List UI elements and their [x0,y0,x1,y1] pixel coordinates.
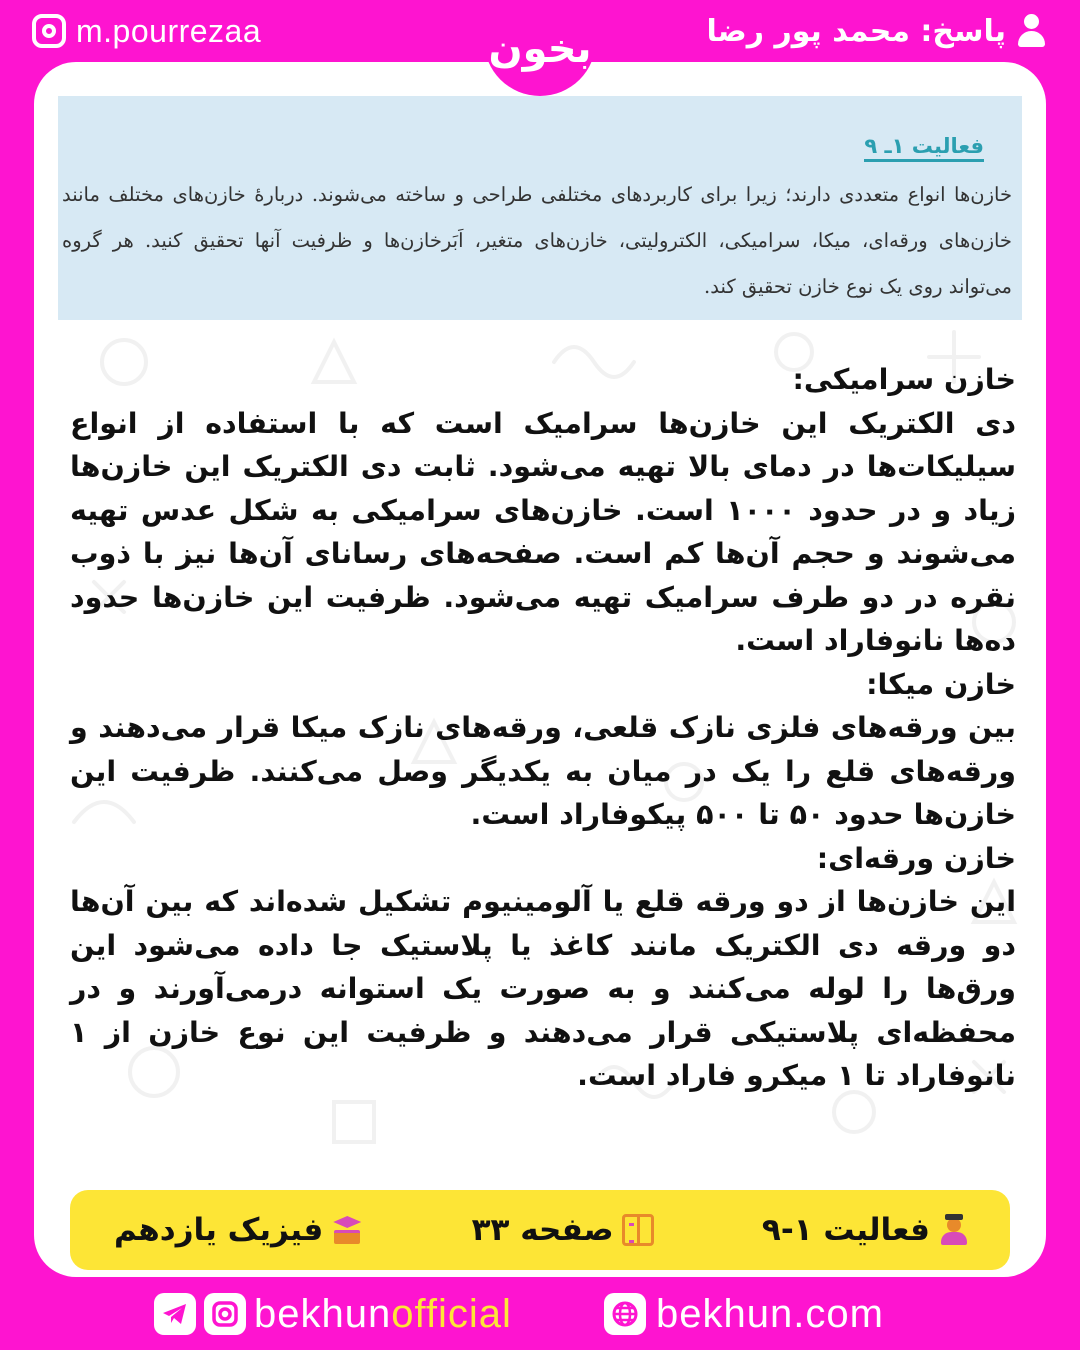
paper-paragraph: این خازن‌ها از دو ورقه قلع یا آلومینیوم تشکیل شده‌اند که بین آن‌ها دو ورقه دی الکتریک مانند کاغذ یا پلاستیک جا داده می‌شود این ورق‌ها را لوله می‌کنند و به صورت یک استوانه درمی‌آورند و در محفظه‌ای پلاستیکی قرار می‌دهند و ظرفیت این نوع خازن از ۱ نانوفاراد تا ۱ میکرو فاراد است. [70,885,1016,1092]
ceramic-heading: خازن سرامیکی: [792,363,1016,396]
instagram-handle: m.pourrezaa [76,12,262,49]
globe-icon [604,1293,646,1335]
activity-info [762,1212,970,1248]
mica-heading: خازن میکا: [866,667,1016,701]
instagram-icon[interactable] [204,1293,246,1335]
graduation-books-icon [331,1214,363,1246]
brand-accent: official [391,1291,512,1336]
page-info [472,1212,654,1248]
subject-label: فیزیک یازدهم [114,1212,324,1248]
instagram-handle-link[interactable] [32,10,261,52]
answer-section [70,358,1016,1098]
social-handle [254,1292,512,1337]
website-link[interactable] [604,1291,884,1337]
social-handle-link[interactable] [154,1291,512,1337]
brand-main: bekhun [254,1291,392,1336]
subject-info [114,1212,363,1248]
author-label: پاسخ: محمد پور رضا [706,13,1006,49]
info-bar [70,1190,1010,1270]
ceramic-paragraph: دی الکتریک این خازن‌ها سرامیک است که با استفاده از انواع سیلیکات‌ها در دمای بالا تهیه می‌شود. ثابت دی الکتریک این خازن‌ها زیاد و در حدود ۱۰۰۰ است. خازن‌های سرامیکی به شکل عدس تهیه می‌شوند و حجم آن‌ها کم است. صفحه‌های رسانای آن‌ها نیز با ذوب نقره در دو طرف سرامیک تهیه می‌شود. ظرفیت این خازن‌ها حدود ده‌ها نانوفاراد است. [70,406,1016,657]
paper-heading: خازن ورقه‌ای: [816,841,1016,875]
activity-label: فعالیت ۱-۹ [761,1212,930,1248]
mica-paragraph: بین ورقه‌های فلزی نازک قلعی، ورقه‌های نازک میکا قرار می‌دهند و ورقه‌های قلع را یک در میان به یکدیگر وصل می‌کنند. ظرفیت این خازن‌ها حدود ۵۰ تا ۵۰۰ پیکوفاراد است. [70,711,1016,831]
author-credit [707,10,1047,52]
student-icon [938,1214,970,1246]
bottom-bar [0,1277,1080,1350]
page-label: صفحه ۳۳ [471,1212,614,1248]
website-url: bekhun.com [656,1291,884,1336]
logo-text: بخون [488,26,592,72]
excerpt-title: فعالیت ۱ـ ۹ [864,134,984,162]
user-icon [1016,14,1046,48]
textbook-excerpt [58,96,1022,320]
open-book-icon [622,1214,654,1246]
instagram-icon [32,14,66,48]
telegram-icon[interactable] [154,1293,196,1335]
content-card [34,62,1046,1277]
excerpt-text: خازن‌ها انواع متعددی دارند؛ زیرا برای کاربردهای مختلفی طراحی و ساخته می‌شوند. دربارهٔ خازن‌های مختلف مانند خازن‌های ورقه‌ای، میکا، سرامیکی، الکترولیتی، خازن‌های متغیر، اَبَرخازن‌ها و ظرفیت آنها تحقیق کنید. هر گروه می‌تواند روی یک نوع خازن تحقیق کند. [62,183,1012,298]
